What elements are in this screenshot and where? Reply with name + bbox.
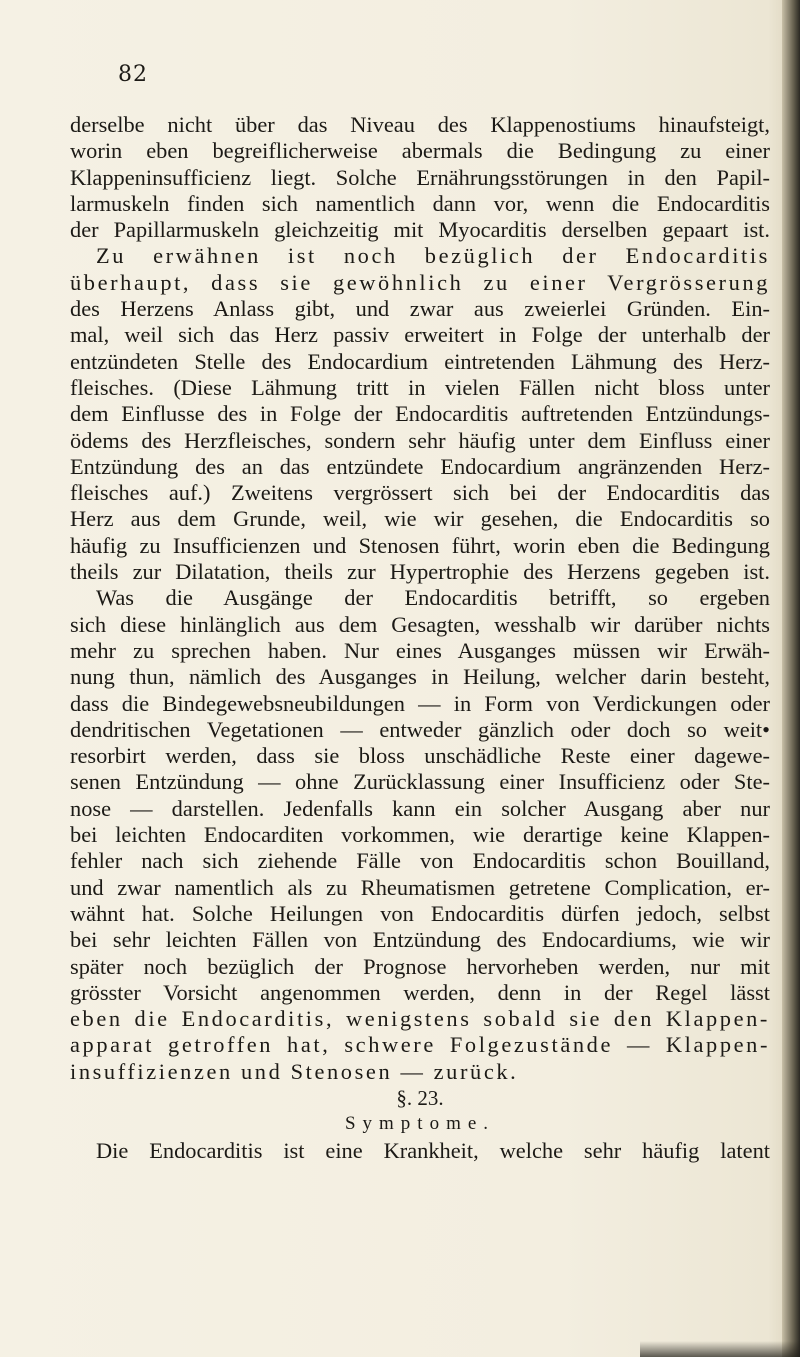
text-line: dass die Bindegewebsneubildungen — in Form von Verdickungen oder xyxy=(70,690,770,716)
text-line: der Papillarmuskeln gleichzeitig mit Myocarditis derselben gepaart ist. xyxy=(70,217,770,243)
text-line: larmuskeln finden sich namentlich dann vor, wenn die Endocarditis xyxy=(70,190,770,216)
text-line: insuffizienzen und Stenosen — zurück. xyxy=(70,1058,519,1084)
text-line: resorbirt werden, dass sie bloss unschädliche Reste einer dagewe- xyxy=(70,743,770,769)
text-line: eben die Endocarditis, wenigstens sobald sie den Klappen- xyxy=(70,1006,770,1032)
text-line: überhaupt, dass sie gewöhnlich zu einer Vergrösserung xyxy=(70,269,770,295)
text-line: fleisches. (Diese Lähmung tritt in vielen Fällen nicht bloss unter xyxy=(70,374,770,400)
text-line: häufig zu Insufficienzen und Stenosen führt, worin eben die Bedingung xyxy=(70,532,770,558)
text-line: fleisches auf.) Zweitens vergrössert sich bei der Endocarditis das xyxy=(70,480,770,506)
text-line: derselbe nicht über das Niveau des Klappenostiums hinaufsteigt, xyxy=(70,112,770,137)
text-line: und zwar namentlich als zu Rheumatismen getretene Complication, er- xyxy=(70,874,770,900)
text-line: sich diese hinlänglich aus dem Gesagten, wesshalb wir darüber nichts xyxy=(70,611,770,637)
text-line: apparat getroffen hat, schwere Folgezustände — Klappen- xyxy=(70,1032,770,1058)
section-title: Symptome. xyxy=(344,1113,496,1135)
text-line: später noch bezüglich der Prognose hervorheben werden, nur mit xyxy=(70,953,770,979)
section-number: §. 23. xyxy=(396,1085,444,1110)
text-line: mehr zu sprechen haben. Nur eines Ausganges müssen wir Erwäh- xyxy=(70,637,770,663)
text-line: grösster Vorsicht angenommen werden, denn in der Regel lässt xyxy=(70,979,770,1005)
text-line: mal, weil sich das Herz passiv erweitert in Folge der unterhalb der xyxy=(70,322,770,348)
text-line: dendritischen Vegetationen — entweder gänzlich oder doch so weit• xyxy=(70,716,770,742)
text-line: Was die Ausgänge der Endocarditis betrifft, so ergeben xyxy=(96,585,770,611)
text-line: wähnt hat. Solche Heilungen von Endocarditis dürfen jedoch, selbst xyxy=(70,900,770,926)
text-line: Klappeninsufficienz liegt. Solche Ernährungsstörungen in den Papil- xyxy=(70,164,770,190)
text-line: dem Einflusse des in Folge der Endocarditis auftretenden Entzündungs- xyxy=(70,401,770,427)
text-line: worin eben begreiflicherweise abermals die Bedingung zu einer xyxy=(70,138,770,164)
text-line: bei leichten Endocarditen vorkommen, wie derartige keine Klappen- xyxy=(70,822,770,848)
text-line: theils zur Dilatation, theils zur Hypertrophie des Herzens gegeben ist. xyxy=(70,559,770,585)
text-line: fehler nach sich ziehende Fälle von Endocarditis schon Bouilland, xyxy=(70,848,770,874)
text-line: des Herzens Anlass gibt, und zwar aus zweierlei Gründen. Ein- xyxy=(70,296,770,322)
page-edge-shadow xyxy=(640,1341,800,1357)
text-line: Zu erwähnen ist noch bezüglich der Endocarditis xyxy=(96,243,770,269)
text-line: nung thun, nämlich des Ausganges in Heilung, welcher darin besteht, xyxy=(70,664,770,690)
text-line: nose — darstellen. Jedenfalls kann ein solcher Ausgang aber nur xyxy=(70,795,770,821)
text-line: ödems des Herzfleisches, sondern sehr häufig unter dem Einfluss einer xyxy=(70,427,770,453)
page-number: 82 xyxy=(118,62,148,87)
text-line: senen Entzündung — ohne Zurücklassung einer Insufficienz oder Ste- xyxy=(70,769,770,795)
text-line: Herz aus dem Grunde, weil, wie wir gesehen, die Endocarditis so xyxy=(70,506,770,532)
text-line: Die Endocarditis ist eine Krankheit, welche sehr häufig latent xyxy=(96,1137,770,1163)
text-line: entzündeten Stelle des Endocardium eintretenden Lähmung des Herz- xyxy=(70,348,770,374)
body-text xyxy=(70,112,770,1164)
book-spine-shadow xyxy=(782,0,800,1357)
text-line: Entzündung des an das entzündete Endocardium angränzenden Herz- xyxy=(70,453,770,479)
text-line: bei sehr leichten Fällen von Entzündung des Endocardiums, wie wir xyxy=(70,927,770,953)
